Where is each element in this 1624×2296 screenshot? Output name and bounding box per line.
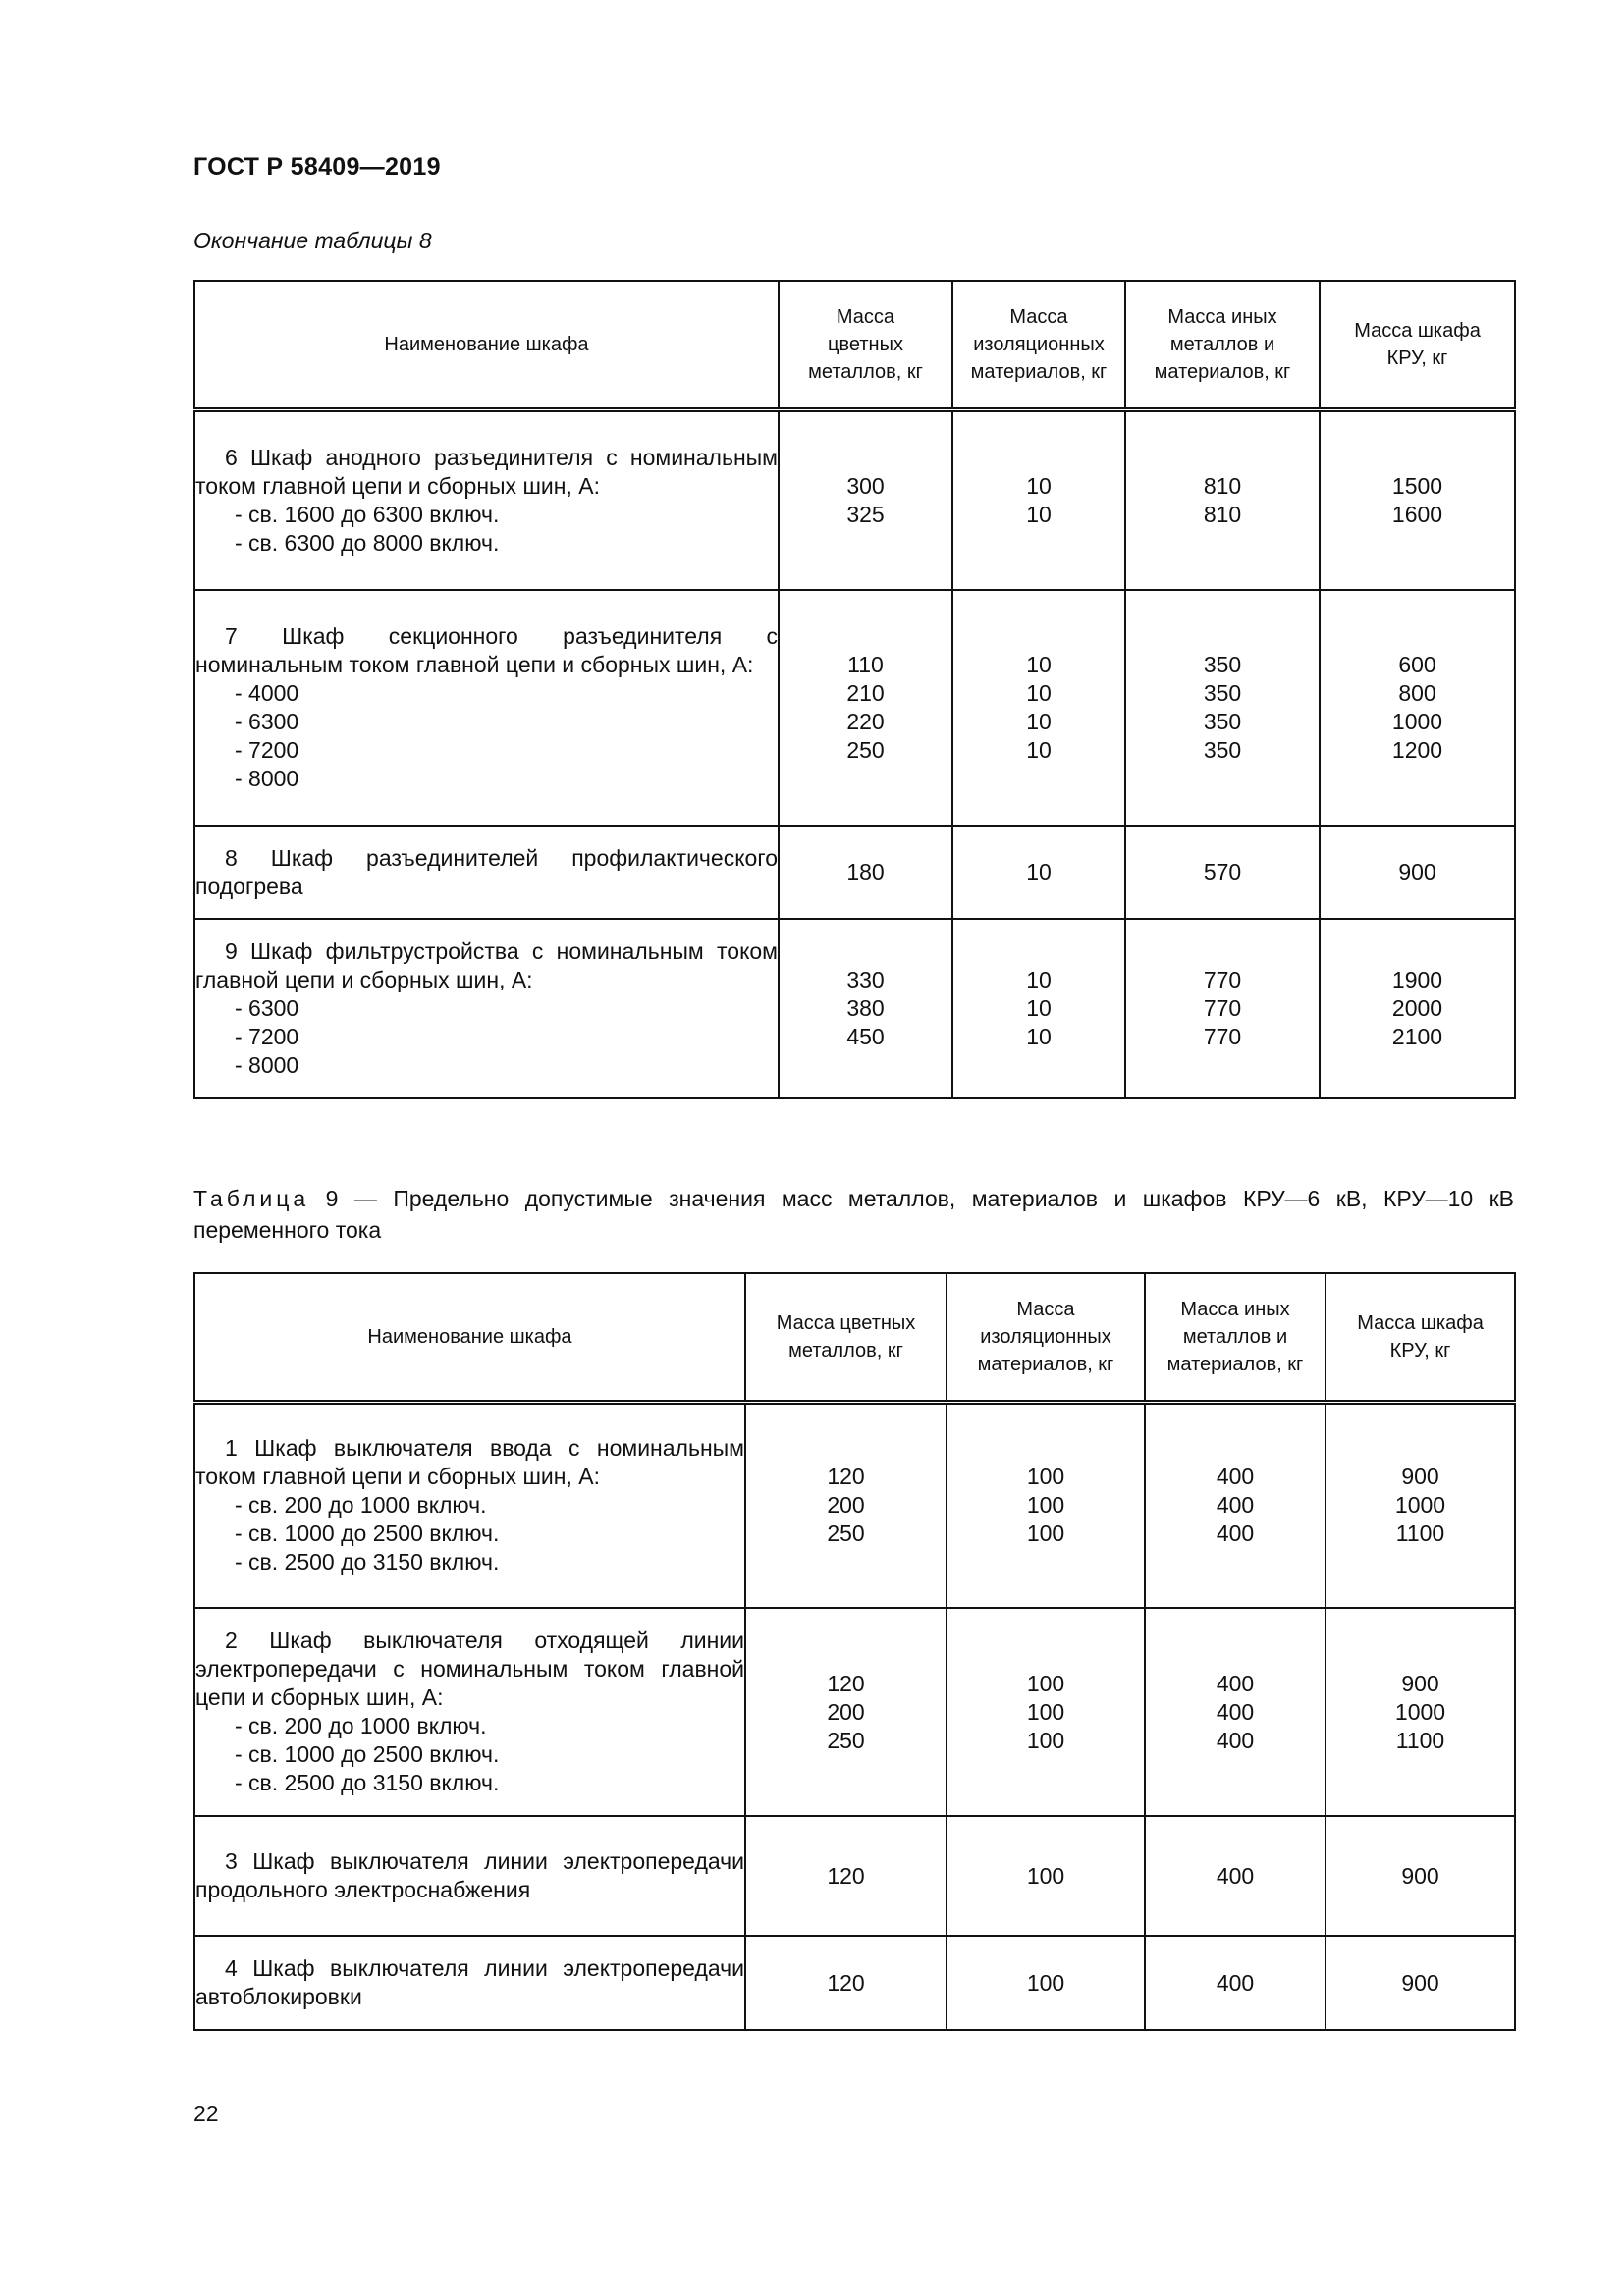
cabinet-title: 4 Шкаф выключателя линии электропередачи автоблокировки [195, 1955, 744, 2009]
cabinet-title: 8 Шкаф разъединителей профилактического подогрева [195, 844, 778, 899]
mass-value: 1000 [1394, 1492, 1446, 1519]
mass-value: 900 [1401, 1464, 1439, 1490]
total-mass-cell [1320, 919, 1515, 1098]
insulation-mass-cell [947, 1608, 1145, 1816]
table8-caption: Окончание таблицы 8 [193, 228, 432, 253]
mass-value: 400 [1216, 1862, 1255, 1889]
total-mass-cell [1320, 590, 1515, 826]
mass-value: 900 [1398, 859, 1436, 884]
mass-value: 10 [1026, 652, 1052, 677]
mass-value: 1900 [1391, 967, 1443, 992]
other-mass-cell [1125, 590, 1320, 826]
mass-value: 100 [1026, 1727, 1065, 1753]
nonferrous-mass-cell [779, 826, 952, 919]
other-mass-cell [1125, 826, 1320, 919]
insulation-mass-cell [952, 409, 1125, 590]
total-mass-cell [1326, 1402, 1515, 1608]
mass-value: 900 [1401, 1969, 1439, 1996]
table-row [194, 1936, 1515, 2030]
cabinet-title: 2 Шкаф выключателя отходящей линии электропередачи с номинальным током главной цепи и сборных шин, А: [195, 1628, 744, 1710]
column-header-insulation: Масса изоляционных материалов, кг [947, 1273, 1145, 1402]
column-header-insulation: Масса изоляционных материалов, кг [952, 281, 1125, 409]
cabinet-name-cell [194, 919, 779, 1098]
mass-value: 900 [1401, 1862, 1439, 1889]
mass-value: 350 [1203, 737, 1242, 763]
mass-value: 400 [1216, 1969, 1255, 1996]
mass-value: 10 [1026, 1024, 1052, 1049]
current-range-option: - св. 6300 до 8000 включ. [235, 529, 500, 556]
mass-value: 210 [846, 680, 885, 706]
current-range-option: - 7200 [235, 1024, 299, 1049]
current-range-option: - 4000 [235, 680, 299, 706]
mass-value: 120 [827, 1464, 865, 1490]
nonferrous-mass-cell [745, 1936, 947, 2030]
column-header-total: Масса шкафа КРУ, кг [1320, 281, 1515, 409]
mass-value: 400 [1216, 1464, 1255, 1490]
total-mass-cell [1326, 1608, 1515, 1816]
mass-value: 400 [1216, 1727, 1255, 1753]
mass-value: 330 [846, 967, 885, 992]
mass-value: 10 [1026, 501, 1052, 527]
table-row [194, 919, 1515, 1098]
table9-caption [193, 1183, 1514, 1246]
mass-value: 100 [1026, 1862, 1065, 1889]
mass-value: 100 [1026, 1969, 1065, 1996]
other-mass-cell [1145, 1608, 1326, 1816]
nonferrous-mass-cell [745, 1816, 947, 1936]
mass-value: 10 [1026, 859, 1052, 884]
mass-value: 220 [846, 709, 885, 734]
mass-value: 10 [1026, 472, 1052, 499]
mass-value: 300 [846, 472, 885, 499]
cabinet-name-cell [194, 1608, 745, 1816]
table-row [194, 1402, 1515, 1608]
mass-value: 400 [1216, 1492, 1255, 1519]
mass-value: 10 [1026, 967, 1052, 992]
nonferrous-mass-cell [779, 409, 952, 590]
mass-value: 600 [1398, 652, 1436, 677]
cabinet-name-cell [194, 409, 779, 590]
other-mass-cell [1145, 1816, 1326, 1936]
mass-value: 450 [846, 1024, 885, 1049]
current-range-option: - св. 1000 до 2500 включ. [235, 1741, 500, 1767]
other-mass-cell [1145, 1402, 1326, 1608]
mass-value: 1100 [1395, 1727, 1445, 1753]
mass-value: 120 [827, 1862, 865, 1889]
cabinet-title: 9 Шкаф фильтрустройства с номинальным током главной цепи и сборных шин, А: [195, 938, 778, 992]
column-header-nonferrous: Масса цветных металлов, кг [779, 281, 952, 409]
cabinet-title: 3 Шкаф выключателя линии электропередачи продольного электроснабжения [195, 1848, 744, 1902]
other-mass-cell [1125, 409, 1320, 590]
mass-value: 400 [1216, 1521, 1255, 1547]
column-header-other: Масса иных металлов и материалов, кг [1125, 281, 1320, 409]
current-range-option: - св. 2500 до 3150 включ. [235, 1770, 500, 1795]
mass-value: 200 [827, 1698, 865, 1725]
insulation-mass-cell [947, 1816, 1145, 1936]
mass-value: 1500 [1391, 472, 1443, 499]
table-row [194, 1608, 1515, 1816]
table-9 [193, 1272, 1516, 2031]
cabinet-title: 6 Шкаф анодного разъединителя с номинальным током главной цепи и сборных шин, А: [195, 444, 778, 499]
mass-value: 10 [1026, 737, 1052, 763]
mass-value: 200 [827, 1492, 865, 1519]
page-number: 22 [193, 2101, 219, 2126]
mass-value: 810 [1203, 472, 1242, 499]
total-mass-cell [1326, 1936, 1515, 2030]
total-mass-cell [1326, 1816, 1515, 1936]
nonferrous-mass-cell [779, 590, 952, 826]
current-range-option: - 6300 [235, 709, 299, 734]
mass-value: 250 [846, 737, 885, 763]
total-mass-cell [1320, 409, 1515, 590]
insulation-mass-cell [952, 919, 1125, 1098]
other-mass-cell [1125, 919, 1320, 1098]
mass-value: 400 [1216, 1670, 1255, 1696]
column-header-nonferrous: Масса цветных металлов, кг [745, 1273, 947, 1402]
other-mass-cell [1145, 1936, 1326, 2030]
mass-value: 770 [1203, 967, 1242, 992]
mass-value: 2000 [1391, 995, 1443, 1021]
mass-value: 770 [1203, 995, 1242, 1021]
cabinet-name-cell [194, 1402, 745, 1608]
mass-value: 100 [1026, 1670, 1065, 1696]
mass-value: 810 [1203, 501, 1242, 527]
insulation-mass-cell [952, 590, 1125, 826]
mass-value: 10 [1026, 709, 1052, 734]
column-header-total: Масса шкафа КРУ, кг [1326, 1273, 1515, 1402]
mass-value: 180 [846, 859, 885, 884]
table-row [194, 590, 1515, 826]
cabinet-name-cell [194, 826, 779, 919]
document-header: ГОСТ Р 58409—2019 [193, 153, 441, 181]
mass-value: 120 [827, 1969, 865, 1996]
mass-value: 1000 [1391, 709, 1443, 734]
table9-caption-text: 9 — Предельно допустимые значения масс металлов, материалов и шкафов КРУ—6 кВ, КРУ—10 кВ переменного тока [193, 1186, 1515, 1243]
mass-value: 350 [1203, 709, 1242, 734]
cabinet-name-cell [194, 1816, 745, 1936]
mass-value: 100 [1026, 1464, 1065, 1490]
insulation-mass-cell [947, 1936, 1145, 2030]
mass-value: 770 [1203, 1024, 1242, 1049]
mass-value: 250 [827, 1521, 865, 1547]
column-header-name: Наименование шкафа [194, 1273, 745, 1402]
current-range-option: - св. 1600 до 6300 включ. [235, 501, 500, 527]
mass-value: 100 [1026, 1492, 1065, 1519]
cabinet-title: 1 Шкаф выключателя ввода с номинальным током главной цепи и сборных шин, А: [195, 1435, 744, 1490]
table9-caption-label: Таблица [193, 1186, 310, 1211]
mass-value: 1600 [1391, 501, 1443, 527]
column-header-other: Масса иных металлов и материалов, кг [1145, 1273, 1326, 1402]
current-range-option: - св. 2500 до 3150 включ. [235, 1549, 500, 1575]
nonferrous-mass-cell [779, 919, 952, 1098]
cabinet-name-cell [194, 590, 779, 826]
cabinet-name-cell [194, 1936, 745, 2030]
table-row [194, 409, 1515, 590]
current-range-option: - 8000 [235, 766, 299, 791]
mass-value: 350 [1203, 680, 1242, 706]
mass-value: 1000 [1394, 1698, 1446, 1725]
current-range-option: - св. 200 до 1000 включ. [235, 1713, 487, 1738]
current-range-option: - св. 1000 до 2500 включ. [235, 1521, 500, 1547]
current-range-option: - 6300 [235, 995, 299, 1021]
total-mass-cell [1320, 826, 1515, 919]
column-header-name: Наименование шкафа [194, 281, 779, 409]
mass-value: 100 [1026, 1698, 1065, 1725]
mass-value: 1100 [1395, 1521, 1445, 1547]
mass-value: 350 [1203, 652, 1242, 677]
mass-value: 2100 [1391, 1024, 1443, 1049]
insulation-mass-cell [947, 1402, 1145, 1608]
table-row [194, 826, 1515, 919]
mass-value: 570 [1203, 859, 1242, 884]
mass-value: 120 [827, 1670, 865, 1696]
current-range-option: - 8000 [235, 1052, 299, 1078]
mass-value: 10 [1026, 680, 1052, 706]
mass-value: 110 [847, 652, 884, 677]
mass-value: 400 [1216, 1698, 1255, 1725]
current-range-option: - св. 200 до 1000 включ. [235, 1492, 487, 1519]
mass-value: 380 [846, 995, 885, 1021]
mass-value: 325 [846, 501, 885, 527]
mass-value: 1200 [1391, 737, 1443, 763]
cabinet-title: 7 Шкаф секционного разъединителя с номинальным током главной цепи и сборных шин, А: [195, 623, 778, 677]
table-8 [193, 280, 1516, 1099]
insulation-mass-cell [952, 826, 1125, 919]
current-range-option: - 7200 [235, 737, 299, 763]
table-row [194, 1816, 1515, 1936]
nonferrous-mass-cell [745, 1402, 947, 1608]
mass-value: 900 [1401, 1670, 1439, 1696]
nonferrous-mass-cell [745, 1608, 947, 1816]
mass-value: 10 [1026, 995, 1052, 1021]
mass-value: 250 [827, 1727, 865, 1753]
mass-value: 800 [1398, 680, 1436, 706]
mass-value: 100 [1026, 1521, 1065, 1547]
